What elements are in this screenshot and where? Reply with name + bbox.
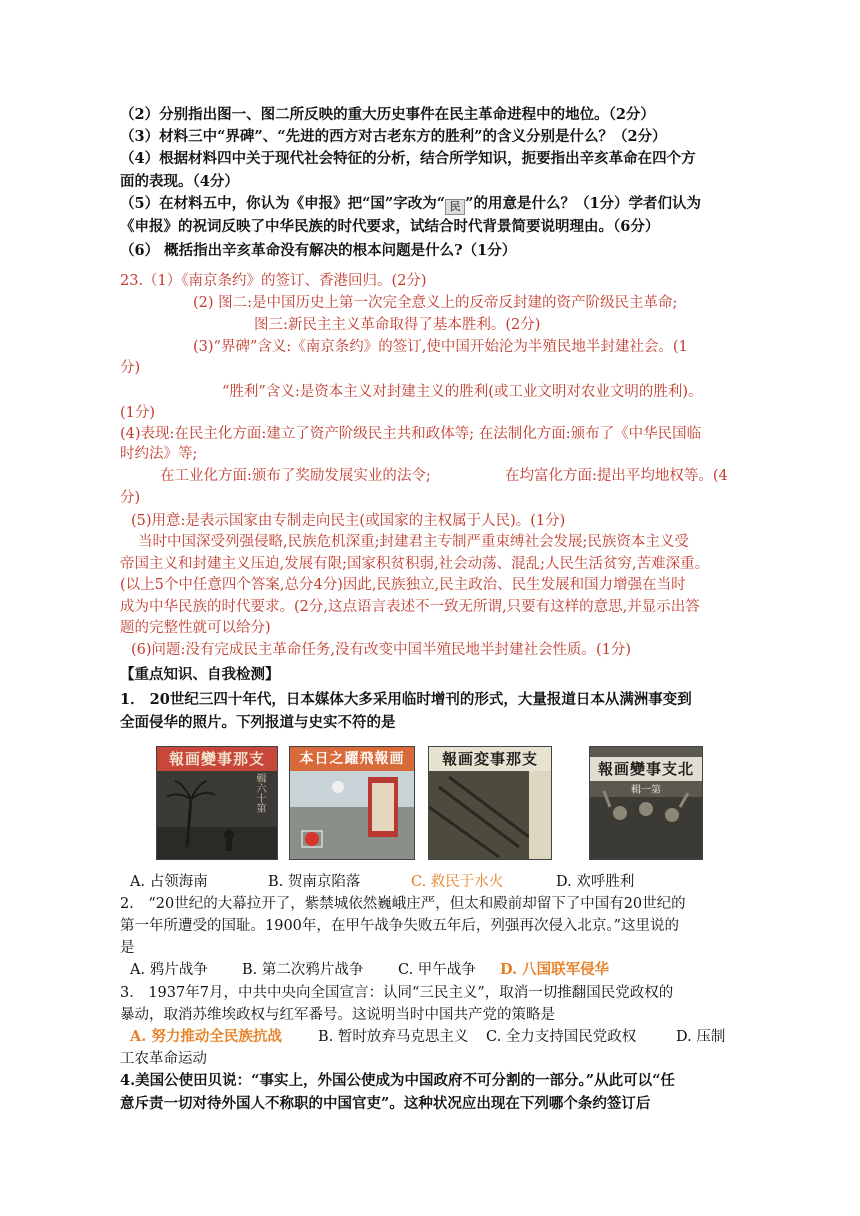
question-5-text-line2: 《申报》的祝词反映了中华民族的时代要求，试结合时代背景简要说明理由。（6分） (120, 218, 660, 235)
question-2-text: （2）分别指出图一、图二所反映的重大历史事件在民主革命进程中的地位。（2分） (120, 106, 655, 123)
question-5-text-line1 (120, 194, 701, 215)
mcq-4-line2: 意斥责一切对待外国人不称职的中国官吏”。这种状况应出现在下列哪个条约签订后 (120, 1095, 651, 1112)
answer-3-line1: (3)“界碑”含义:《南京条约》的签订,使中国开始沦为半殖民地半封建社会。(1 (193, 339, 688, 355)
mcq-3-option-c[interactable]: C. 全力支持国民党政权 (486, 1029, 637, 1045)
mcq-1-option-a[interactable]: A. 占领海南 (130, 874, 208, 890)
answer-5-line6: 题的完整性就可以给分) (120, 620, 271, 636)
answer-3-line4: (1分) (120, 405, 156, 421)
flags-street-icon (290, 747, 414, 859)
answer-4-line1: (4)表现:在民主化方面:建立了资产阶级民主共和政体等; 在法制化方面:颁布了《中华民国临 (120, 426, 702, 442)
answer-3-line3: “胜利”含义:是资本主义对封建主义的胜利(或工业文明对农业文明的胜利)。 (222, 384, 703, 400)
magazine-cover-4-title: 報画變事支北 (590, 757, 702, 781)
palm-tree-silhouette-icon (157, 747, 277, 859)
cheering-soldiers-icon (590, 747, 702, 859)
answer-4-line3b: 在均富化方面:提出平均地权等。(4 (505, 468, 728, 484)
answer-5-line4: (以上5个中任意四个答案,总分4分)因此,民族独立,民主政治、民生发展和国力增强在当时 (120, 577, 686, 593)
magazine-cover-1-image (156, 746, 278, 860)
mcq-3-option-a[interactable]: A. 努力推动全民族抗战 (130, 1028, 282, 1045)
mcq-1-option-b[interactable]: B. 贺南京陷落 (268, 874, 361, 890)
mcq-2-option-a[interactable]: A. 鸦片战争 (130, 962, 208, 978)
magazine-cover-4-image (589, 746, 703, 860)
mcq-3-line-last: 工农革命运动 (120, 1051, 207, 1067)
answer-5-line3: 帝国主义和封建主义压迫,发展有限;国家积贫积弱,社会动荡、混乱;人民生活贫穷,苦难深重。 (120, 556, 710, 572)
magazine-cover-3-title: 報画変事那支 (429, 747, 551, 771)
answer-3-line2: 分) (120, 360, 141, 376)
answer-2-line1: (2) 图二:是中国历史上第一次完全意义上的反帝反封建的资产阶级民主革命; (193, 295, 678, 311)
answer-5-line1: (5)用意:是表示国家由专制走向民主(或国家的主权属于人民)。(1分) (131, 513, 566, 529)
section-title: 【重点知识、自我检测】 (120, 666, 280, 683)
answer-4-line4: 分) (120, 490, 141, 506)
mcq-3-option-d[interactable]: D. 压制 (676, 1029, 726, 1045)
mcq-1-option-c[interactable]: C. 救民于水火 (411, 874, 504, 890)
mcq-3-line2: 暴动，取消苏维埃政权与红军番号。这说明当时中国共产党的策略是 (120, 1007, 555, 1023)
mcq-2-option-d[interactable]: D. 八国联军侵华 (500, 961, 610, 978)
mcq-2-line2: 第一年所遭受的国耻。1900年，在甲午战争失败五年后，列强再次侵入北京。”这里说的 (120, 918, 680, 934)
magazine-cover-1-sub: 輯六十第 (254, 773, 265, 813)
answer-4-line3a: 在工业化方面:颁布了奖励发展实业的法令; (160, 468, 431, 484)
question-6-text: （6） 概括指出辛亥革命没有解决的根本问题是什么?（1分） (120, 242, 517, 259)
magazine-cover-2-title: 本日之躍飛報画 (290, 747, 414, 771)
mcq-4-line1: 4.美国公使田贝说：“事实上，外国公使成为中国政府不可分割的一部分。”从此可以“任 (120, 1072, 675, 1089)
answer-4-line2: 时约法》等; (120, 446, 198, 462)
question-4-text-line2: 面的表现。（4分） (120, 173, 239, 190)
answer-5-line5: 成为中华民族的时代要求。(2分,这点语言表述不一致无所谓,只要有这样的意思,并显示出答 (120, 599, 700, 615)
mcq-2-line1: 2． “20世纪的大幕拉开了，紫禁城依然巍峨庄严，但太和殿前却留下了中国有20世纪的 (120, 896, 686, 912)
magazine-cover-1-title: 報画變事那支 (157, 747, 277, 771)
mcq-1-line2: 全面侵华的照片。下列报道与史实不符的是 (120, 714, 396, 731)
answer-6: (6)问题:没有完成民主革命任务,没有改变中国半殖民地半封建社会性质。(1分) (131, 642, 632, 658)
soldiers-bridge-icon (429, 747, 551, 859)
mcq-2-line3: 是 (120, 940, 135, 956)
mcq-1-line1: 1． 20世纪三四十年代，日本媒体大多采用临时增刊的形式，大量报道日本从满洲事变到 (120, 691, 692, 708)
magazine-cover-3-image (428, 746, 552, 860)
mcq-2-option-b[interactable]: B. 第二次鸦片战争 (242, 962, 364, 978)
answer-1: 23.（1）《南京条约》的签订、香港回归。(2分) (120, 273, 427, 289)
answer-5-line2: 当时中国深受列强侵略,民族危机深重;封建君主专制严重束缚社会发展;民族资本主义受 (138, 534, 689, 550)
mcq-3-option-b[interactable]: B. 暂时放弃马克思主义 (318, 1029, 469, 1045)
min-character-glyph: 民 (445, 199, 465, 215)
mcq-2-option-c[interactable]: C. 甲午战争 (398, 962, 476, 978)
mcq-3-line1: 3． 1937年7月，中共中央向全国宣言：认同“三民主义”，取消一切推翻国民党政权的 (120, 985, 674, 1001)
answer-2-line2: 图三:新民主主义革命取得了基本胜利。(2分) (254, 317, 541, 333)
magazine-cover-4-sub: 輯一第 (631, 785, 661, 796)
magazine-cover-2-image (289, 746, 415, 860)
question-3-text: （3）材料三中“界碑”、“先进的西方对古老东方的胜利”的含义分别是什么？（2分） (120, 128, 667, 145)
question-4-text-line1: （4）根据材料四中关于现代社会特征的分析，结合所学知识，扼要指出辛亥革命在四个方 (120, 150, 696, 167)
question-5-part-a: （5）在材料五中，你认为《申报》把“国”字改为“ (120, 195, 446, 212)
mcq-1-option-d[interactable]: D. 欢呼胜利 (556, 874, 635, 890)
question-5-part-b: ”的用意是什么？（1分）学者们认为 (465, 195, 702, 212)
